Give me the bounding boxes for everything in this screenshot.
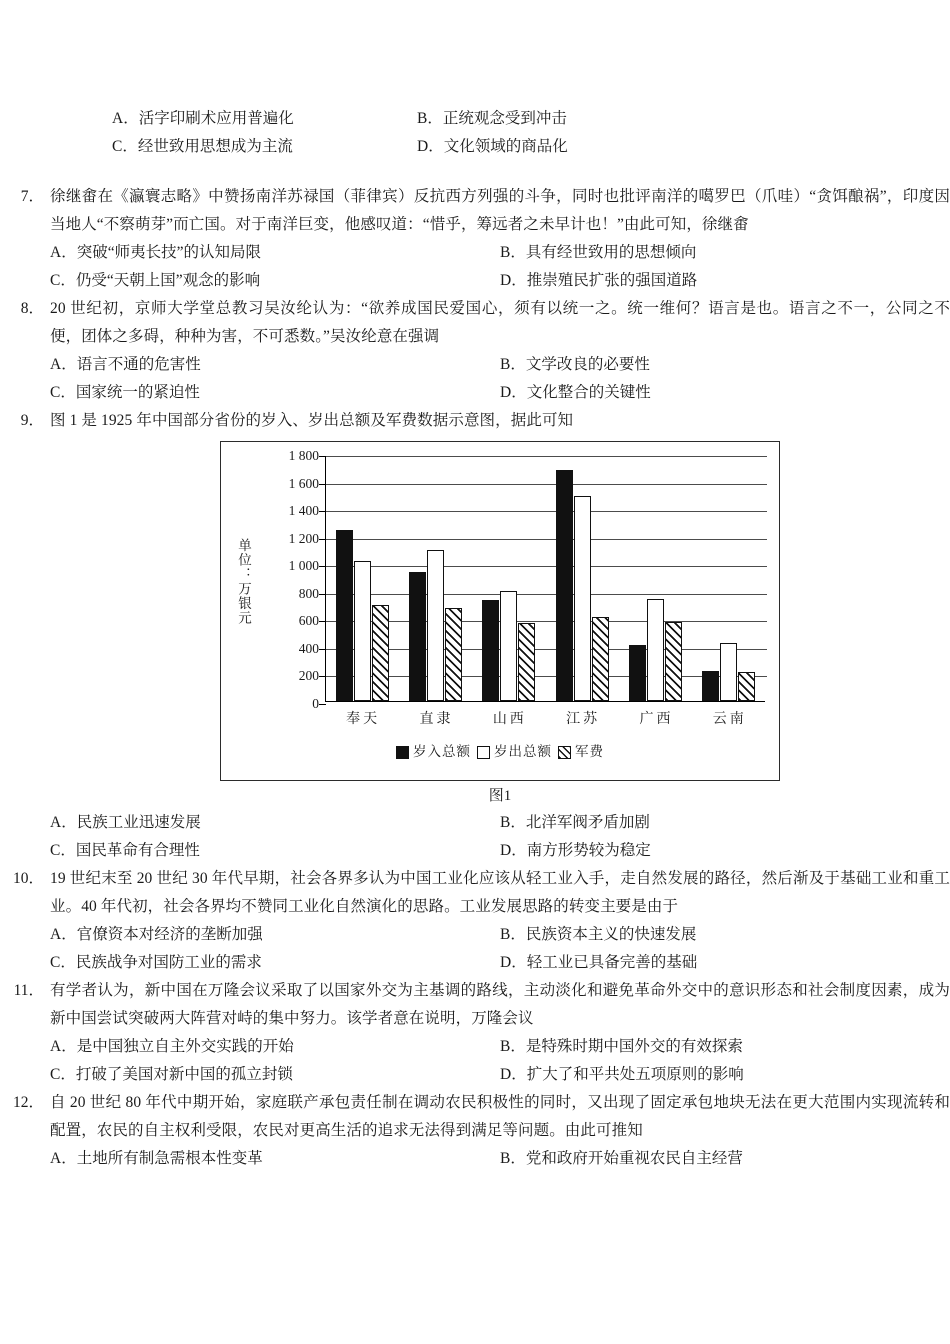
option-b [500, 351, 950, 379]
option-letter: C． [50, 842, 76, 859]
figure-caption: 图1 [488, 788, 512, 804]
option-letter: C． [50, 1066, 76, 1083]
question-11 [0, 977, 950, 1089]
legend-label: 岁出总额 [494, 744, 552, 759]
bar-group [326, 456, 399, 701]
option-letter: A． [50, 814, 77, 831]
option-text: 国民革命有合理性 [75, 842, 200, 859]
y-tick-mark [319, 539, 326, 540]
legend-item [558, 738, 604, 766]
option-a [50, 809, 500, 837]
y-tick-label: 400 [298, 640, 319, 656]
y-tick-label: 1 800 [288, 448, 319, 463]
option-b [500, 1033, 950, 1061]
option-a [50, 1033, 500, 1061]
options-row [50, 239, 950, 295]
y-tick-mark [319, 566, 326, 567]
legend-label: 军费 [575, 744, 604, 759]
option-letter: C． [50, 954, 76, 971]
options-row [112, 105, 950, 161]
option-letter: A． [50, 244, 77, 261]
option-text: 正统观念受到冲击 [442, 110, 567, 127]
option-letter: A． [50, 926, 77, 943]
option-text: 文化整合的关键性 [526, 384, 651, 401]
bar-group [546, 456, 619, 701]
option-text: 语言不通的危害性 [76, 356, 201, 373]
option-letter: C． [112, 138, 138, 155]
legend-item [396, 738, 471, 766]
bar [427, 550, 444, 701]
y-tick-mark [319, 456, 326, 457]
option-text: 民族资本主义的快速发展 [525, 926, 697, 943]
question-number: 7． [20, 188, 44, 205]
option-text: 轻工业已具备完善的基础 [526, 954, 698, 971]
question-stem: 有学者认为，新中国在万隆会议采取了以国家外交为主基调的路线，主动淡化和避免革命外交中的意识形态和社会制度因素，成为新中国尝试突破两大阵营对峙的集中努力。该学者意在说明，万隆会议 [50, 982, 950, 1027]
y-tick-mark [319, 704, 326, 705]
x-tick-label: 云南 [712, 712, 747, 727]
option-letter: B． [500, 926, 526, 943]
option-letter: D． [500, 272, 527, 289]
option-letter: B． [500, 1038, 526, 1055]
bar [665, 622, 682, 701]
option-b [417, 105, 836, 133]
option-letter: D． [500, 954, 527, 971]
y-tick-mark [319, 649, 326, 650]
bar [702, 671, 719, 701]
x-tick-label: 山西 [492, 712, 527, 727]
options-row [50, 1033, 950, 1089]
options-row [50, 351, 950, 407]
bar-group [692, 456, 765, 701]
question-stem: 20 世纪初，京师大学堂总教习吴汝纶认为：“欲养成国民爱国心，须有以统一之。统一维何？语言是也。语言之不一，公同之不便，团体之多碍，种种为害，不可悉数。”吴汝纶意在强调 [50, 300, 950, 345]
option-text: 北洋军阀矛盾加剧 [525, 814, 650, 831]
option-c [50, 837, 500, 865]
option-c [50, 1061, 500, 1089]
option-d [500, 837, 950, 865]
option-d [500, 949, 950, 977]
bar [445, 608, 462, 701]
bar [354, 561, 371, 701]
option-text: 文化领域的商品化 [443, 138, 568, 155]
bar [592, 617, 609, 701]
y-tick-label: 1 600 [288, 475, 319, 491]
bar [556, 470, 573, 701]
y-tick-mark [319, 511, 326, 512]
option-letter: D． [500, 842, 527, 859]
option-a [50, 921, 500, 949]
option-text: 土地所有制急需根本性变革 [76, 1150, 263, 1167]
option-text: 突破“师夷长技”的认知局限 [76, 244, 261, 261]
question-stem: 自 20 世纪 80 年代中期开始，家庭联产承包责任制在调动农民积极性的同时，又出现了固定承包地块无法在更大范围内实现流转和配置，农民的自主权利受限，农民对更高生活的追求无法得到满足等问题。由此可推知 [50, 1094, 950, 1139]
y-tick-mark [319, 594, 326, 595]
question-stem: 19 世纪末至 20 世纪 30 年代早期，社会各界多认为中国工业化应该从轻工业入手，走自然发展的路径，然后渐及于基础工业和重工业。40 年代初，社会各界均不赞同工业化自然演化的思路。工业发展思路的转变主要是由于 [50, 870, 950, 915]
bar [409, 572, 426, 701]
option-letter: D． [417, 138, 444, 155]
bar [629, 645, 646, 701]
y-tick-label: 1 000 [288, 558, 319, 574]
option-text: 具有经世致用的思想倾向 [525, 244, 697, 261]
bar [372, 605, 389, 701]
x-axis-labels [325, 706, 765, 734]
y-axis-title: 单位：万银元 [236, 538, 251, 625]
option-text: 是特殊时期中国外交的有效探索 [525, 1038, 743, 1055]
y-tick-label: 600 [298, 613, 319, 629]
bar [738, 672, 755, 701]
option-letter: B． [500, 356, 526, 373]
question-number: 12． [12, 1094, 44, 1111]
question-12 [0, 1089, 950, 1173]
option-a [50, 239, 500, 267]
question-number: 11． [13, 982, 44, 999]
plot-area [325, 456, 765, 702]
y-axis-ticks [255, 442, 323, 780]
option-b [500, 1145, 950, 1173]
option-text: 扩大了和平共处五项原则的影响 [526, 1066, 744, 1083]
bar [720, 643, 737, 701]
option-text: 官僚资本对经济的垄断加强 [76, 926, 263, 943]
option-text: 推崇殖民扩张的强国道路 [526, 272, 698, 289]
spacer [0, 161, 950, 183]
legend-label: 岁入总额 [413, 744, 471, 759]
legend-item [477, 738, 552, 766]
bar [482, 600, 499, 701]
bar-group [472, 456, 545, 701]
option-c [112, 133, 417, 161]
option-text: 是中国独立自主外交实践的开始 [76, 1038, 294, 1055]
option-text: 打破了美国对新中国的孤立封锁 [75, 1066, 293, 1083]
options-row [50, 921, 950, 977]
option-text: 国家统一的紧迫性 [75, 384, 200, 401]
question-stem: 图 1 是 1925 年中国部分省份的岁入、岁出总额及军费数据示意图，据此可知 [50, 412, 574, 429]
y-tick-label: 1 400 [288, 503, 319, 519]
bar-groups [326, 456, 765, 701]
legend-swatch-icon [477, 746, 490, 759]
option-a [50, 351, 500, 379]
option-letter: D． [500, 1066, 527, 1083]
question-number: 10． [12, 870, 44, 887]
option-text: 文学改良的必要性 [525, 356, 650, 373]
legend-swatch-icon [558, 746, 571, 759]
option-letter: B． [500, 1150, 526, 1167]
x-tick-label: 江苏 [566, 712, 601, 727]
option-text: 活字印刷术应用普遍化 [138, 110, 294, 127]
option-text: 南方形势较为稳定 [526, 842, 651, 859]
y-tick-label: 1 200 [288, 530, 319, 546]
option-a [112, 105, 417, 133]
option-b [500, 809, 950, 837]
bar-group [399, 456, 472, 701]
question-number: 9． [20, 412, 44, 429]
option-letter: D． [500, 384, 527, 401]
bar-group [619, 456, 692, 701]
option-text: 民族战争对国防工业的需求 [75, 954, 262, 971]
option-letter: B． [500, 244, 526, 261]
y-tick-label: 200 [298, 668, 319, 684]
option-letter: C． [50, 384, 76, 401]
bar-chart [220, 441, 780, 781]
option-c [50, 267, 500, 295]
option-d [500, 267, 950, 295]
bar [500, 591, 517, 701]
option-text: 党和政府开始重视农民自主经营 [525, 1150, 743, 1167]
option-d [417, 133, 836, 161]
option-d [500, 1061, 950, 1089]
question-10 [0, 865, 950, 977]
option-letter: A． [50, 1150, 77, 1167]
option-b [500, 239, 950, 267]
y-tick-mark [319, 676, 326, 677]
y-tick-mark [319, 621, 326, 622]
option-a [50, 1145, 500, 1173]
chart-legend [221, 738, 779, 766]
y-tick-label: 800 [298, 585, 319, 601]
options-row [50, 809, 950, 865]
option-letter: B． [500, 814, 526, 831]
option-c [50, 379, 500, 407]
bar [518, 623, 535, 701]
option-b [500, 921, 950, 949]
bar [647, 599, 664, 701]
previous-question-options [0, 0, 950, 161]
question-7 [0, 183, 950, 295]
chart-inner [221, 442, 779, 780]
y-tick-mark [319, 484, 326, 485]
figure-1 [50, 441, 950, 781]
option-d [500, 379, 950, 407]
legend-swatch-icon [396, 746, 409, 759]
question-number: 8． [20, 300, 44, 317]
option-text: 经世致用思想成为主流 [137, 138, 293, 155]
x-tick-label: 直隶 [419, 712, 454, 727]
options-row [50, 1145, 950, 1173]
option-letter: A． [50, 1038, 77, 1055]
y-tick-label: 0 [312, 696, 319, 711]
option-letter: C． [50, 272, 76, 289]
bar [574, 496, 591, 701]
option-letter: A． [112, 110, 139, 127]
x-tick-label: 奉天 [346, 712, 381, 727]
bar [336, 530, 353, 701]
option-letter: A． [50, 356, 77, 373]
question-8 [0, 295, 950, 407]
option-letter: B． [417, 110, 443, 127]
option-text: 仍受“天朝上国”观念的影响 [75, 272, 261, 289]
question-stem: 徐继畬在《瀛寰志略》中赞扬南洋苏禄国（菲律宾）反抗西方列强的斗争，同时也批评南洋的噶罗巴（爪哇）“贪饵酿祸”，印度因当地人“不察萌芽”而亡国。对于南洋巨变，他感叹道：“惜乎，筹远者之未早计也！”由此可知，徐继畬 [50, 188, 950, 233]
question-9 [0, 407, 950, 865]
option-c [50, 949, 500, 977]
x-tick-label: 广西 [639, 712, 674, 727]
option-text: 民族工业迅速发展 [76, 814, 201, 831]
